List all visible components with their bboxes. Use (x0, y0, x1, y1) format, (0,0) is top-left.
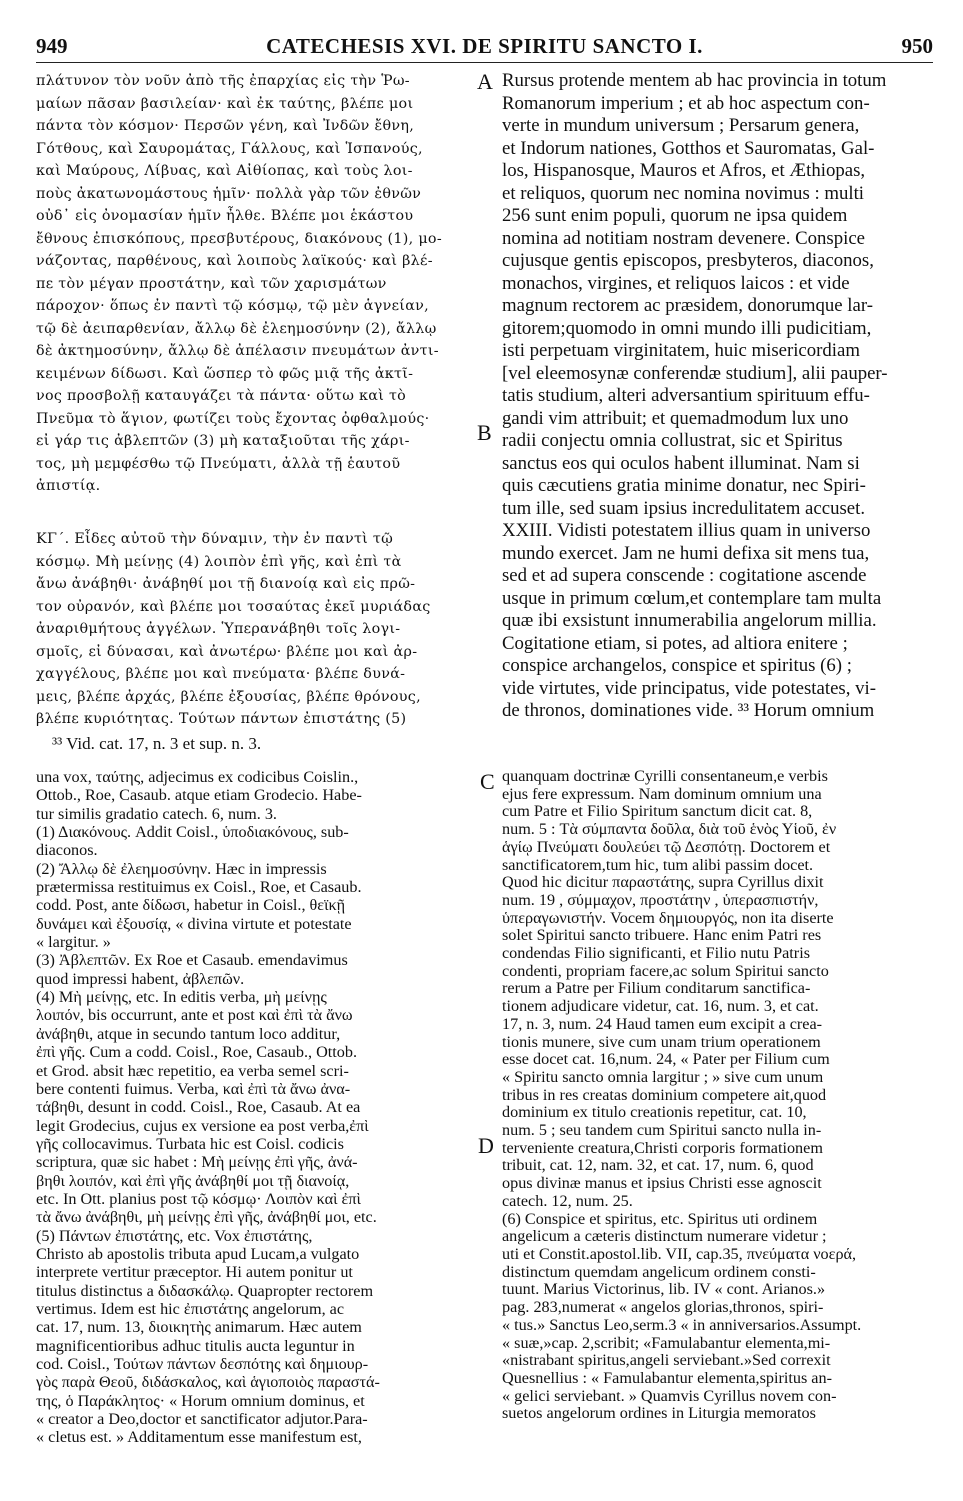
text-line: tribus in res creatas dominium competere ait,quod (502, 1085, 827, 1104)
text-line: Christo ab apostolis tributa apud Lucam,a vulgato (36, 1244, 360, 1263)
text-line: τῷ δὲ ἀειπαρθενίαν, ἄλλῳ δὲ ἐλεημοσύνην (2), ἄλλῳ (36, 320, 437, 337)
text-line: καὶ Μαύρους, Λίβυας, καὶ Αἰθίοπας, καὶ τοὺς λοι- (36, 163, 413, 179)
text-line: Quod hic dicitur παραστάτης, supra Cyrillus dixit (502, 873, 824, 892)
text-line: πάντα τὸν κόσμον· Περσῶν γένη, καὶ Ἰνδῶν ἔθνη, (36, 118, 415, 134)
greek-text-column-upper (36, 70, 486, 498)
notes-column-right (502, 768, 934, 1423)
text-line: suetos angelorum ordines in Liturgia memoratos (502, 1404, 816, 1423)
text-line: κόσμῳ. Μὴ μείνῃς (4) λοιπὸν ἐπὶ γῆς, καὶ ἐπὶ τὰ (36, 553, 402, 570)
text-line: gitorem;quomodo in omni mundo illi pudicitiam, (502, 317, 872, 339)
text-line: ἄνω ἀνάβηθι· ἀνάβηθί μοι τῇ διανοίᾳ καὶ εἰς πρῶ- (36, 576, 416, 592)
text-line: tribuit, cat. 12, nam. 32, et cat. 17, num. 6, quod (502, 1156, 814, 1175)
text-line: esse docet cat. 16,num. 24, « Pater per Filium cum (502, 1050, 830, 1069)
greek-text-column-lower (36, 528, 486, 731)
text-line: εἰ γάρ τις ἀβλεπτῶν (3) μὴ καταξιοῦται τῆς χάρι- (36, 433, 410, 449)
text-line: legit Grodecius, cujus ex versione ea post verba,ἐπὶ (36, 1116, 369, 1135)
text-line: sanctus eos qui oculos habent illuminat. Nam si (502, 452, 860, 474)
text-line: tur similis gradatio catech. 6, num. 3. (36, 804, 277, 823)
text-line: μαίων πᾶσαν βασιλείαν· καὶ ἐκ ταύτης, βλέπε μοι (36, 95, 414, 112)
text-line: etc. In Ott. planius post τῷ κόσμῳ· Λοιπὸν καὶ ἐπὶ (36, 1189, 361, 1208)
text-line: vide virtutes, vide principatus, vide potestates, vi- (502, 677, 876, 699)
latin-text-column (502, 70, 934, 723)
text-line: (5) Πάντων ἐπιστάτης, etc. Vox ἐπιστάτης, (36, 1226, 313, 1245)
text-line: λοιπόν, bis occurrunt, ante et post καὶ ἐπὶ τὰ ἄνω (36, 1006, 353, 1025)
text-line: βηθι λοιπόν, καὶ ἐπὶ γῆς ἀνάβηθί μοι τῇ διανοίᾳ, (36, 1171, 350, 1190)
margin-marker-a: A (477, 69, 493, 94)
text-line: pag. 283,numerat « angelos glorias,thronos, spiri- (502, 1298, 824, 1317)
text-line: quis cæcutiens gratia minime donatur, nec Spiri- (502, 475, 866, 496)
text-line: tum ille, sed suam ipsius incredulitatem accuset. (502, 497, 866, 519)
header-rule (36, 62, 933, 63)
text-line: (3) Ἀβλεπτῶν. Ex Roe et Casaub. emendavimus (36, 951, 348, 970)
text-line: ἁγίῳ Πνεύματι δουλεύει τῷ Δεσπότῃ. Doctorem et (502, 837, 831, 856)
text-line: et Grod. absit hæc repetitio, ea verba semel scri- (36, 1061, 349, 1080)
text-line: angelicum a cæteris distinctum numerare videtur ; (502, 1227, 827, 1246)
text-line: codd. Post, ante δίδωσι, habetur in Coisl., θεϊκῇ (36, 896, 346, 915)
text-line: verte in mundum universum ; Persarum genera, (502, 115, 860, 136)
text-line: condendas Filio significanti, et Filio nutu Patris (502, 944, 810, 963)
text-line: χαγγέλους, βλέπε μοι καὶ πνεύματα· βλέπε δυνά- (36, 666, 406, 682)
text-line: tuunt. Marius Victorinus, lib. IV « cont. Arianos.» (502, 1280, 826, 1299)
text-line: catech. 12, num. 25. (502, 1191, 633, 1210)
text-line: tionem adjudicare videtur, cat. 16, num. 3, et cat. (502, 997, 819, 1016)
text-line: (2) Ἄλλῳ δὲ ἐλεημοσύνην. Hæc in impressis (36, 859, 327, 878)
text-line: γῆς collocavimus. Turbata hic est Coisl. codicis (36, 1134, 344, 1153)
margin-marker-d: D (478, 1133, 494, 1158)
text-line: σμοῖς, εἰ δύνασαι, καὶ ἀνωτέρω· βλέπε μοι καὶ ἀρ- (36, 643, 418, 660)
text-line: δὲ ἀκτημοσύνην, ἄλλῳ δὲ ἀπέλασιν πνευμάτων ἀντι- (36, 343, 439, 359)
text-line: (4) Μὴ μείνῃς, etc. In editis verba, μὴ μείνῃς (36, 988, 327, 1007)
text-line: condenti, propriam facere,ac solum Spiritui sancto (502, 961, 829, 980)
text-line: ΚΓ΄. Εἶδες αὐτοῦ τὴν δύναμιν, τὴν ἐν παντὶ τῷ (36, 531, 394, 547)
text-line: νος προσβολῇ καταυγάζει τὰ πάντα· οὕτω καὶ τὸ (36, 388, 407, 404)
text-line: δυνάμει καὶ ἐξουσίᾳ, « divina virtute et potestate (36, 914, 352, 933)
text-line: dominium ex titulo creationis repetitur, cat. 10, (502, 1103, 807, 1122)
text-line: solet Spiritui sancto tribuere. Hanc enim Patri res (502, 926, 822, 945)
text-line: ἔθνους ἐπισκόπους, πρεσβυτέρους, διακόνους (1), μο- (36, 230, 442, 247)
text-line: tionis munere, sive cum unam trium operationem (502, 1032, 821, 1051)
text-line: ἀναριθμήτους ἀγγέλων. Ὑπερανάβηθι τοῖς λογι- (36, 621, 401, 637)
text-line: quod impressi habent, ἀβλεπῶν. (36, 969, 245, 988)
text-line: sanctificatorem,tum hic, tum alibi passim docet. (502, 855, 814, 874)
text-line: βλέπε κυριότητας. Τούτων πάντων ἐπιστάτης (5) (36, 711, 407, 727)
text-line: Rursus protende mentem ab hac provincia in totum (502, 70, 887, 91)
text-line: distinctum quemdam angelicum ordinem consti- (502, 1262, 816, 1281)
text-line: isti perpetuam virginitatem, huic misericordiam (502, 340, 860, 361)
text-line: scriptura, quæ sic habet : Μὴ μείνῃς ἐπὶ γῆς, ἀνά- (36, 1153, 358, 1172)
text-line: diaconos. (36, 841, 98, 860)
page-number-left: 949 (36, 34, 68, 58)
text-line: πε τὸν μέγαν προστάτην, καὶ τῶν χαρισμάτων (36, 275, 387, 292)
text-line: de thronos, dominationes vide. ³³ Horum omnium (502, 700, 875, 721)
text-line: της, ὁ Παράκλητος· « Horum omnium dominus, et (36, 1391, 365, 1410)
text-line: quæ ibi exsistunt innumerabilia angelorum millia. (502, 610, 877, 631)
text-line: gandi vim attribuit; et quemadmodum lux uno (502, 407, 849, 429)
text-line: bere contenti fuimus. Verba, καὶ ἐπὶ τὰ ἄνω ἀνα- (36, 1079, 351, 1098)
text-line: ἀνάβηθι, atque in secundo tantum loco additur, (36, 1024, 341, 1043)
text-line: (1) Διακόνους. Addit Coisl., ὑποδιακόνους, sub- (36, 823, 349, 842)
text-line: νάζοντας, παρθένους, καὶ λοιποὺς λαϊκούς· καὶ βλέ- (36, 253, 433, 269)
text-line: [vel eleemosynæ conferendæ studium], alii pauper- (502, 362, 888, 384)
text-line: « cletus est. » Additamentum esse manifestum est, (36, 1428, 362, 1447)
text-line: mundo exercet. Jam ne humi defixa sit mens tua, (502, 542, 870, 564)
text-line: « tus.» Sanctus Leo,serm.3 « in anniversarios.Assumpt. (502, 1315, 862, 1334)
running-title: CATECHESIS XVI. DE SPIRITU SANCTO I. (266, 34, 703, 58)
text-line: Quesnellius : « Famulabantur elementa,spiritus an- (502, 1368, 832, 1387)
text-line: τον οὐρανόν, καὶ βλέπε μοι τοσαύτας ἐκεῖ μυριάδας (36, 598, 431, 615)
text-line: τάβηθι, desunt in codd. Coisl., Roe, Casaub. At ea (36, 1098, 361, 1117)
text-line: titulus distinctus a διδασκάλῳ. Quapropter rectorem (36, 1281, 374, 1300)
text-line: « creator a Deo,doctor et sanctificator adjutor.Para- (36, 1410, 368, 1429)
text-line: Ottob., Roe, Casaub. atque etiam Grodecio. Habe- (36, 786, 362, 805)
text-line: tatis studium, alteri adversantium spirituum effu- (502, 385, 870, 406)
text-line: πλάτυνον τὸν νοῦν ἀπὸ τῆς ἐπαρχίας εἰς τὴν Ῥω- (36, 73, 410, 89)
text-line: nomina ad notitiam nostram devenere. Conspice (502, 227, 866, 249)
text-line: num. 19 , σύμμαχον, προστάτην , ὑπερασπιστήν, (502, 890, 819, 909)
text-line: los, Hispanosque, Mauros et Afros, et Æthiopas, (502, 160, 866, 181)
text-line: cat. 17, num. 13, διοικητὴς animarum. Hæc autem (36, 1318, 362, 1337)
text-line: ἀπιστίᾳ. (36, 478, 101, 494)
text-line: monachos, virgines, et reliquos laicos : et vide (502, 272, 850, 294)
text-line: γὸς παρὰ Θεοῦ, διδάσκαλος, καὶ ἁγιοποιὸς παραστά- (36, 1373, 380, 1392)
text-line: πάροχον· ὅπως ἐν παντὶ τῷ κόσμῳ, τῷ μὲν ἁγνείαν, (36, 298, 429, 314)
text-line: et Indorum nationes, Gotthos et Sauromatas, Gal- (502, 137, 875, 159)
text-line: num. 5 : Τὰ σύμπαντα δοῦλα, διὰ τοῦ ἑνὸς Υἱοῦ, ἐν (502, 820, 837, 839)
text-line: 17, n. 3, num. 24 Haud tamen eum excipit a crea- (502, 1014, 823, 1033)
text-line: ejus fere expressum. Nam dominum omnium una (502, 784, 822, 803)
text-line: (6) Conspice et spiritus, etc. Spiritus uti ordinem (502, 1209, 818, 1228)
text-line: XXIII. Vidisti potestatem illius quam in universo (502, 520, 871, 541)
margin-marker-c: C (480, 769, 495, 794)
text-line: et reliquos, quorum nec nomina novimus : multi (502, 182, 865, 204)
text-line: « Spiritu sancto omnia largitur ; » sive cum unum (502, 1067, 824, 1086)
page-number-right: 950 (901, 34, 933, 58)
text-line: κειμένων δίδωσι. Καὶ ὥσπερ τὸ φῶς μιᾷ τῆς ἀκτῖ- (36, 365, 414, 382)
text-line: quanquam doctrinæ Cyrilli consentaneum,e verbis (502, 768, 828, 785)
text-line: sed et ad supera conscende : cogitatione ascende (502, 565, 867, 586)
text-line: uti et Constit.apostol.lib. VII, cap.35, πνεύματα νοερά, (502, 1244, 857, 1263)
text-line: terveniente creatura,Christi corporis formationem (502, 1138, 823, 1157)
text-line: radii conjectu omnia collustrat, sic et Spiritus (502, 430, 843, 451)
text-line: «nistrabant spiritus,angeli serviebant.»Sed correxit (502, 1351, 831, 1370)
text-line: ἐπὶ γῆς. Cum a codd. Coisl., Roe, Casaub., Ottob. (36, 1043, 358, 1062)
text-line: « suæ,»cap. 2,scribit; «Famulabantur elementa,mi- (502, 1333, 831, 1352)
notes-column-left (36, 768, 486, 1447)
text-line: μεις, βλέπε ἀρχάς, βλέπε ἐξουσίας, βλέπε θρόνους, (36, 688, 421, 705)
text-line: Γότθους, καὶ Σαυρομάτας, Γάλλους, καὶ Ἱσπανούς, (36, 140, 423, 157)
text-line: una vox, ταύτης, adjecimus ex codicibus Coislin., (36, 768, 359, 786)
text-line: cod. Coisl., Τούτων πάντων δεσπότης καὶ δημιουρ- (36, 1355, 369, 1373)
text-line: usque in primum cœlum,et contemplare tam multa (502, 587, 882, 609)
text-line: cujusque gentis episcopos, presbyteros, diaconos, (502, 250, 874, 271)
text-line: Cogitatione etiam, si potes, ad altiora enitere ; (502, 632, 848, 654)
text-line: ὑπεραγωνιστήν. Vocem δημιουργός, non ita diserte (502, 908, 834, 927)
text-line: magnum rectorem ac præsidem, donorumque lar- (502, 295, 873, 316)
margin-marker-b: B (477, 420, 492, 445)
text-line: cum Patre et Filio Spiritum sanctum dicit cat. 8, (502, 802, 813, 821)
text-line: rerum a Patre per Filium conditarum sanctifica- (502, 979, 811, 998)
text-line: num. 5 ; seu tandem cum Spiritui sancto nulla in- (502, 1121, 822, 1140)
text-line: τος, μὴ μεμφέσθω τῷ Πνεύματι, ἀλλὰ τῇ ἑαυτοῦ (36, 455, 401, 472)
text-line: vertimus. Idem est hic ἐπιστάτης angelorum, ac (36, 1299, 345, 1318)
text-line: ποὺς ἀκατωνομάστους ἡμῖν· πολλὰ γὰρ τῶν ἐθνῶν (36, 185, 422, 202)
text-line: Πνεῦμα τὸ ἅγιον, φωτίζει τοὺς ἔχοντας ὀφθαλμούς· (36, 410, 430, 427)
text-line: οὐδ᾽ εἰς ὀνομασίαν ἡμῖν ἦλθε. Βλέπε μοι ἑκάστου (36, 208, 414, 224)
page-header (36, 34, 933, 60)
text-line: opus divinæ manus et ipsius Christi esse agnoscit (502, 1174, 822, 1193)
footnote-reference: ³³ Vid. cat. 17, n. 3 et sup. n. 3. (52, 734, 262, 753)
text-line: conspice archangelos, conspice et spiritus (6) ; (502, 655, 852, 676)
text-line: « largitur. » (36, 933, 111, 952)
text-line: interprete vertitur præceptor. Hi autem ponitur ut (36, 1263, 353, 1282)
text-line: Romanorum imperium ; et ab hoc aspectum con- (502, 92, 870, 114)
text-line: magnificentioribus adhuc titulis aucta leguntur in (36, 1336, 355, 1355)
text-line: 256 sunt enim populi, quorum ne ipsa quidem (502, 205, 848, 226)
text-line: prætermissa restituimus ex Coisl., Roe, et Casaub. (36, 878, 362, 897)
text-line: τὰ ἄνω ἀνάβηθι, μὴ μείνῃς ἐπὶ γῆς, ἀνάβηθί μοι, etc. (36, 1208, 377, 1227)
text-line: « gelici serviebant. » Quamvis Cyrillus novem con- (502, 1386, 837, 1405)
